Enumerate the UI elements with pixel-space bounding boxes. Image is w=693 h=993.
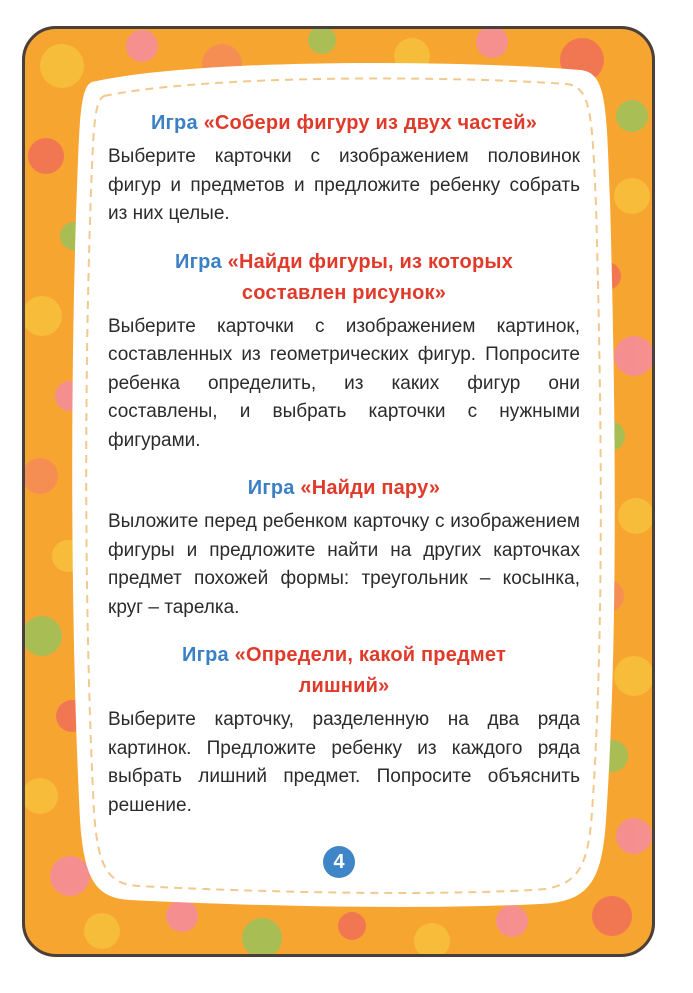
- game-lead: Игра: [175, 250, 222, 273]
- game-title: «Определи, какой предмет: [234, 644, 506, 666]
- game-title: «Найди пару»: [300, 477, 441, 499]
- game-heading: [108, 473, 580, 504]
- game-title-continued: составлен рисунок»: [241, 281, 447, 304]
- game-heading: [108, 108, 580, 139]
- game-description: Выберите карточки с изображением картинок, составленных из геометрических фигур. Попросите ребенка определить, из каких фигур они составлены, и выбрать карточки с нужными фигурами.: [108, 315, 580, 451]
- game-description: Выложите перед ребенком карточку с изображением фигуры и предложите найти на других карточках предмет похожей формы: треугольник – косынка, круг – тарелка.: [108, 511, 580, 618]
- game-description: Выберите карточку, разделенную на два ряда картинок. Предложите ребенку из каждого ряда выбрать лишний предмет. Попросите объяснить решение.: [108, 709, 580, 816]
- game-description: Выберите карточки с изображением половинок фигур и предметов и предложите ребенку собрать из них целые.: [108, 146, 580, 224]
- game-section: [108, 108, 580, 229]
- game-lead: Игра: [182, 644, 229, 666]
- game-lead: Игра: [150, 112, 198, 134]
- game-title: «Собери фигуру из двух частей»: [203, 112, 538, 134]
- game-section: [108, 247, 580, 456]
- game-lead: Игра: [247, 477, 295, 499]
- game-title: «Найди фигуры, из которых: [227, 250, 513, 273]
- game-title-continued: лишний»: [298, 675, 390, 697]
- game-heading: [108, 640, 580, 702]
- game-section: [108, 640, 580, 820]
- page-number-badge: 4: [323, 846, 355, 878]
- game-section: [108, 473, 580, 622]
- instructions: [108, 108, 580, 838]
- game-heading: [108, 247, 580, 309]
